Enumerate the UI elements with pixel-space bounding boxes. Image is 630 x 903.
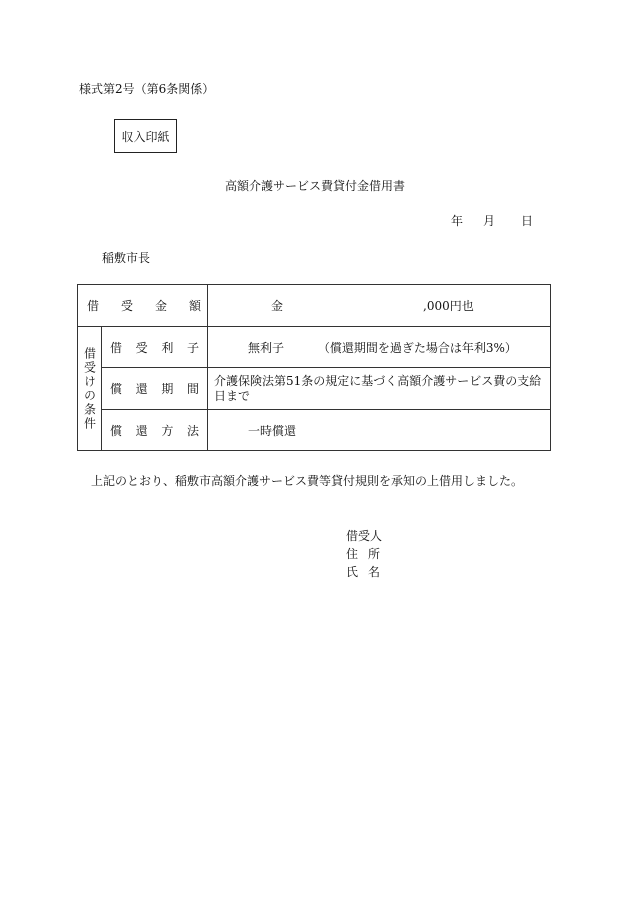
amount-label-cell (78, 285, 208, 327)
date-month: 月 (483, 214, 496, 228)
condition-label-char: 受 (135, 340, 148, 355)
condition-label-cell (102, 327, 208, 368)
interest-note: （償還期間を過ぎた場合は年利3%） (317, 340, 517, 355)
repayment-method-value: 一時償還 (248, 423, 297, 438)
amount-label-char: 金 (154, 299, 167, 313)
condition-label-char: 利 (161, 340, 174, 355)
amount-label-char: 額 (188, 299, 201, 313)
address-label (346, 545, 380, 563)
condition-label-char: 方 (161, 423, 174, 438)
date-day: 日 (521, 214, 534, 228)
condition-value-cell (208, 410, 551, 451)
name-char: 名 (367, 565, 380, 579)
date-year: 年 (451, 214, 464, 228)
amount-label-char: 借 (87, 299, 100, 313)
addressee: 稲敷市長 (102, 251, 151, 265)
condition-row (78, 368, 551, 410)
condition-label-char: 期 (161, 382, 174, 396)
address-char: 所 (367, 547, 380, 561)
condition-label-char: 還 (135, 423, 148, 438)
condition-row (78, 327, 551, 368)
conditions-label: 借受けの条件 (82, 346, 97, 431)
condition-label-char: 間 (186, 382, 199, 396)
interest-value: 無利子 (248, 340, 285, 355)
condition-label-char: 子 (186, 340, 199, 355)
date-line (451, 212, 541, 229)
borrower-label: 借受人 (346, 529, 383, 543)
amount-prefix: 金 (271, 299, 284, 313)
condition-label-cell (102, 410, 208, 451)
signature-block (346, 527, 382, 581)
address-char: 住 (346, 547, 359, 561)
name-char: 氏 (346, 565, 359, 579)
form-number: 様式第2号（第6条関係） (79, 82, 215, 96)
loan-table (77, 284, 551, 451)
amount-value-cell (208, 285, 551, 327)
amount-label-char: 受 (120, 299, 133, 313)
condition-value-cell (208, 368, 551, 410)
condition-label-char: 借 (110, 340, 123, 355)
condition-label-char: 還 (135, 382, 148, 396)
condition-value-cell (208, 327, 551, 368)
statement-text: 上記のとおり、稲敷市高額介護サービス費等貸付規則を承知の上借用しました。 (91, 474, 524, 488)
revenue-stamp-label: 収入印紙 (121, 129, 170, 144)
condition-label-char: 法 (186, 423, 199, 438)
name-label (346, 563, 380, 581)
condition-label-cell (102, 368, 208, 410)
conditions-label-cell (78, 327, 102, 451)
revenue-stamp-box (114, 119, 177, 153)
condition-label-char: 償 (110, 382, 123, 396)
condition-label-char: 償 (110, 423, 123, 438)
condition-row (78, 410, 551, 451)
repayment-period-value: 介護保険法第51条の規定に基づく高額介護サービス費の支給日まで (214, 373, 542, 403)
amount-row (78, 285, 551, 327)
document-title: 高額介護サービス費貸付金借用書 (224, 179, 405, 193)
amount-suffix: ,000円也 (423, 299, 474, 313)
